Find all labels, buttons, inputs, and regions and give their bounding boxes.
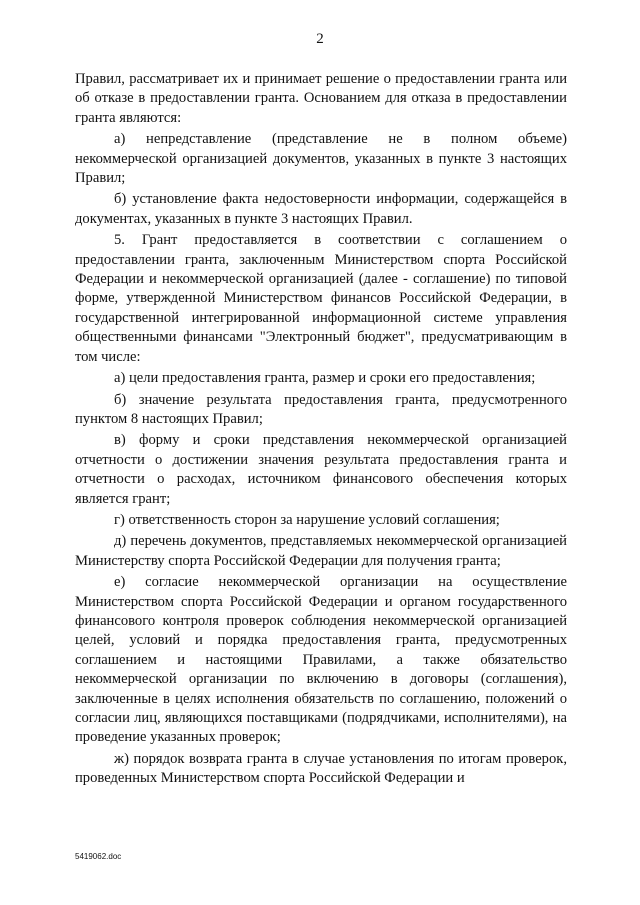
paragraph-item-zh-return: ж) порядок возврата гранта в случае установления по итогам проверок, проведенных Министерством спорта Российской Федерации и (75, 750, 567, 787)
paragraph-item-e-consent: е) согласие некоммерческой организации на осуществление Министерством спорта Российской Федерации и органом государственного финансового контроля проверок соблюдения некоммерческой организацией целей, условий и порядка предоставления гранта, предусмотренных соглашением и настоящими Правилами, а также обязательство некоммерческой организации по включению в договоры (соглашения), заключенные в целях исполнения обязательств по соглашению, положений о согласии лиц, являющихся поставщиками (подрядчиками, исполнителями), на проведение указанных проверок; (75, 574, 567, 746)
paragraph-item-d-documents: д) перечень документов, представляемых некоммерческой организацией Министерству спорта Российской Федерации для получения гранта; (75, 533, 567, 569)
paragraph-intro: Правил, рассматривает их и принимает решение о предоставлении гранта или об отказе в предоставлении гранта. Основанием для отказа в предоставлении гранта являются: (75, 71, 567, 126)
paragraph-item-b-refusal: б) установление факта недостоверности информации, содержащейся в документах, указанных в пункте 3 настоящих Правил. (75, 191, 567, 227)
paragraph-item-b-result: б) значение результата предоставления гранта, предусмотренного пунктом 8 настоящих Правил; (75, 391, 567, 427)
paragraph-item-a-refusal: а) непредставление (представление не в полном объеме) некоммерческой организацией документов, указанных в пункте 3 настоящих Правил; (75, 131, 567, 187)
paragraph-item-v-reporting: в) форму и сроки представления некоммерческой организацией отчетности о достижении значения результата предоставления гранта и отчетности о расходах, источником финансового обеспечения которых является грант; (75, 432, 567, 507)
page-number: 2 (316, 31, 324, 47)
paragraph-point-5: 5. Грант предоставляется в соответствии с соглашением о предоставлении гранта, заключенным Министерством спорта Российской Федерации и некоммерческой организацией (далее - соглашение) по типовой форме, утвержденной Министерством финансов Российской Федерации, в государственной интегрированной информационной системе управления общественными финансами "Электронный бюджет", предусматривающим в том числе: (75, 232, 567, 365)
paragraph-item-a-goals: а) цели предоставления гранта, размер и сроки его предоставления; (114, 370, 536, 387)
paragraph-item-g-responsibility: г) ответственность сторон за нарушение условий соглашения; (114, 511, 500, 528)
document-body (75, 70, 567, 789)
document-code: 5419062.doc (75, 852, 122, 861)
